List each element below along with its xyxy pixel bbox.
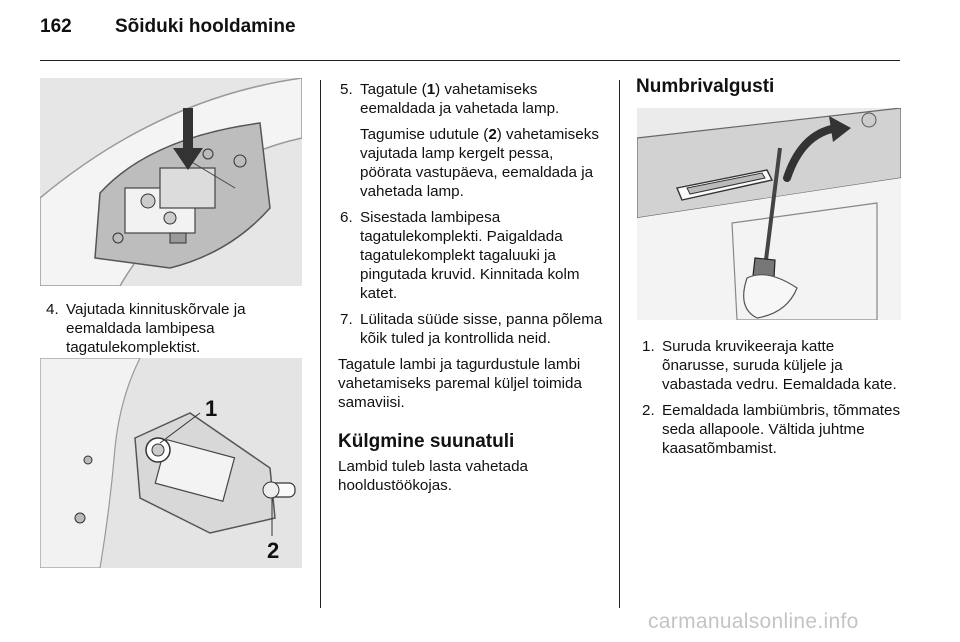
page-title: Sõiduki hooldamine	[115, 16, 296, 37]
figure-label-2: 2	[267, 538, 280, 563]
figure-label-1: 1	[205, 396, 218, 421]
page-number: 162	[40, 16, 72, 37]
step-4	[44, 300, 294, 357]
step-number: 2.	[642, 402, 655, 419]
step-text: Vajutada kinnituskõrvale ja eemaldada lambipesa tagatulekomplektist.	[66, 301, 246, 356]
step-6	[338, 208, 603, 303]
step-text: Sisestada lambipesa tagatulekomplekti. Paigaldada tagatulekomplekt tagaluuki ja pingutada kruvid. Kinnitada kolm katet.	[360, 209, 580, 302]
step-text: Eemaldada lambiümbris, tõmmates seda allapoole. Vältida juhtme kaasatõmbamist.	[662, 402, 901, 457]
step-1	[640, 337, 902, 394]
step-text: ) vahetamiseks vajutada lamp kergelt pessa, pöörata vastupäeva, eemaldada ja vahetada lamp.	[360, 126, 599, 200]
side-indicator-text: Lambid tuleb lasta vahetada hooldustöökojas.	[338, 458, 528, 494]
step-number: 5.	[340, 81, 353, 98]
section-heading-side-indicator: Külgmine suunatuli	[338, 431, 515, 452]
section-heading-license-light: Numbrivalgusti	[636, 76, 775, 97]
step-text: Tagumise udutule (	[360, 126, 489, 143]
step-2	[640, 401, 902, 458]
header-rule	[40, 60, 900, 61]
right-column-text	[640, 337, 902, 465]
step-number: 4.	[46, 301, 59, 318]
column-divider-2	[619, 80, 620, 608]
figure-tail-lamp-socket	[40, 78, 302, 286]
step-number: 6.	[340, 209, 353, 226]
step-7	[338, 310, 603, 348]
step-5-subtext	[360, 125, 603, 201]
note-paragraph: Tagatule lambi ja tagurdustule lambi vahetamiseks paremal küljel toimida samaviisi.	[338, 356, 582, 411]
column-divider-1	[320, 80, 321, 608]
step-5	[338, 80, 603, 118]
figure-lamp-socket-bulbs	[40, 358, 302, 568]
step-text: ) vahetamiseks eemaldada ja vahetada lamp.	[360, 81, 560, 117]
step-number: 1.	[642, 338, 655, 355]
middle-column-text	[338, 80, 603, 502]
step-text: Lülitada süüde sisse, panna põlema kõik tuled ja kontrollida neid.	[360, 311, 603, 347]
watermark: carmanualsonline.info	[648, 610, 859, 633]
left-column-text	[44, 300, 294, 364]
callout-number-2: 2	[488, 126, 497, 143]
step-text: Tagatule (	[360, 81, 427, 98]
figure-license-plate-light	[637, 108, 901, 320]
callout-number-1: 1	[426, 81, 436, 98]
step-text: Suruda kruvikeeraja katte õnarusse, suruda küljele ja vabastada vedru. Eemaldada kate.	[662, 338, 897, 393]
step-number: 7.	[340, 311, 353, 328]
